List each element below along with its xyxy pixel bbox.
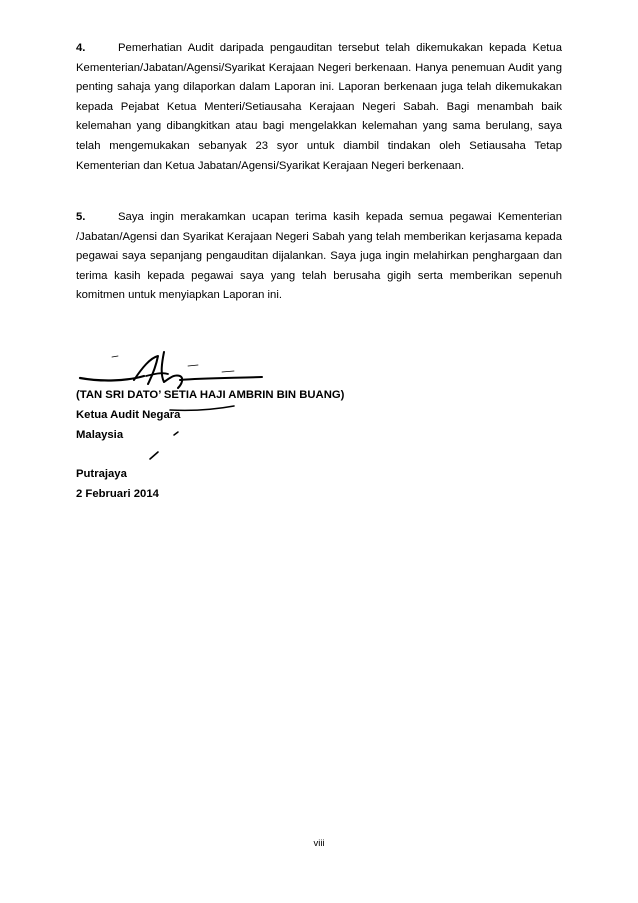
signature-block	[76, 386, 344, 505]
paragraph-number: 5.	[76, 211, 86, 223]
paragraph-4	[76, 39, 562, 176]
signing-date: 2 Februari 2014	[76, 487, 159, 500]
paragraph-5	[76, 208, 562, 306]
paragraph-text: Saya ingin merakamkan ucapan terima kasih kepada semua pegawai Kementerian /Jabatan/Agensi dan Syarikat Kerajaan Negeri Sabah yang telah memberikan kerjasama kepada pegawai saya sepanjang pengauditan dijalankan. Saya juga ingin melahirkan penghargaan dan terima kasih kepada pegawai saya yang telah berusaha gigih serta memberikan sepenuh komitmen untuk menyiapkan Laporan ini.	[76, 211, 562, 302]
signatory-title: Ketua Audit Negara	[76, 408, 181, 421]
signatory-name: (TAN SRI DATO’ SETIA HAJI AMBRIN BIN BUANG)	[76, 389, 345, 401]
spacer	[76, 445, 344, 465]
signing-place: Putrajaya	[76, 468, 127, 481]
signatory-country: Malaysia	[76, 428, 124, 441]
paragraph-number: 4.	[76, 42, 86, 54]
page-number: viii	[313, 838, 325, 849]
paragraph-text: Pemerhatian Audit daripada pengauditan tersebut telah dikemukakan kepada Ketua Kementerian/Jabatan/Agensi/Syarikat Kerajaan Negeri berkenaan. Hanya penemuan Audit yang penting sahaja yang dilaporkan dalam Laporan ini. Laporan berkenaan juga telah dikemukakan kepada Pejabat Ketua Menteri/Setiausaha Kerajaan Negeri Sabah. Bagi menambah baik kelemahan yang dibangkitkan atau bagi mengelakkan kelemahan yang sama berulang, saya telah mengemukakan sebanyak 23 syor untuk diambil tindakan oleh Setiausaha Tetap Kementerian dan Ketua Jabatan/Agensi/Syarikat Kerajaan Negeri berkenaan.	[76, 42, 562, 172]
